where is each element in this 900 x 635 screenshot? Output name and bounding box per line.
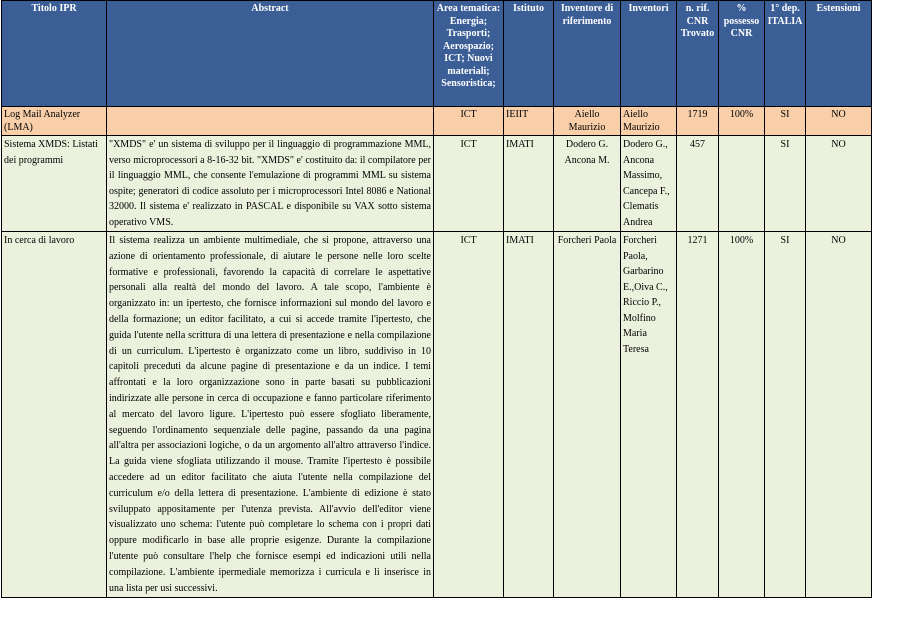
cell-estensioni[interactable]: NO [806,136,872,232]
cell-istituto[interactable]: IMATI [504,232,554,598]
cell-possesso[interactable]: 100% [719,107,765,136]
cell-abstract[interactable]: "XMDS" e' un sistema di sviluppo per il linguaggio di programmazione MML, verso microprocessori a 8-16-32 bit. "XMDS" e' costituito da: il compilatore per il linguaggio MML, che consente l'emulazione di programmi MML su sistema ospite; generatori di codice assoluto per i microprocessori Intel 8086 e National 32000. Il sistema e' realizzato in PASCAL e disponibile su VAX sotto sistema operativo VMS. [107,136,434,232]
header-istituto[interactable]: Istituto [504,1,554,107]
ipr-table [1,0,872,598]
header-titolo[interactable]: Titolo IPR [2,1,107,107]
cell-dep-italia[interactable]: SI [765,232,806,598]
header-inventore-riferimento[interactable]: Inventore di riferimento [554,1,621,107]
cell-inventore-rif[interactable]: Dodero G. Ancona M. [554,136,621,232]
header-dep-italia[interactable]: 1° dep. ITALIA [765,1,806,107]
cell-area[interactable]: ICT [434,107,504,136]
table-row [2,107,872,136]
header-area-tematica[interactable]: Area tematica: Energia; Trasporti; Aerospazio; ICT; Nuovi materiali; Sensoristica; [434,1,504,107]
header-inventori[interactable]: Inventori [621,1,677,107]
header-estensioni[interactable]: Estensioni [806,1,872,107]
cell-estensioni[interactable]: NO [806,232,872,598]
cell-istituto[interactable]: IEIIT [504,107,554,136]
cell-area[interactable]: ICT [434,136,504,232]
cell-inventori[interactable]: Dodero G., Ancona Massimo, Cancepa F., Clematis Andrea [621,136,677,232]
header-row [2,1,872,107]
cell-titolo[interactable]: Log Mail Analyzer (LMA) [2,107,107,136]
cell-inventore-rif[interactable]: Forcheri Paola [554,232,621,598]
cell-dep-italia[interactable]: SI [765,136,806,232]
cell-inventori[interactable]: Aiello Maurizio [621,107,677,136]
cell-n-rif[interactable]: 457 [677,136,719,232]
cell-inventore-rif[interactable]: Aiello Maurizio [554,107,621,136]
cell-n-rif[interactable]: 1271 [677,232,719,598]
cell-titolo[interactable]: Sistema XMDS: Listati dei programmi [2,136,107,232]
header-n-rif[interactable]: n. rif. CNR Trovato [677,1,719,107]
cell-abstract[interactable] [107,107,434,136]
cell-estensioni[interactable]: NO [806,107,872,136]
cell-abstract[interactable]: Il sistema realizza un ambiente multimediale, che si propone, attraverso una azione di orientamento professionale, di aiutare le persone nelle loro scelte formative e professionali, favorendo la capacità di correlare le aspettative personali alla realtà del mondo del lavoro. A tale scopo, l'ambiente è organizzato in: un ipertesto, che fornisce informazioni sul mondo del lavoro e della formazione; un editor facilitato, a cui si accede tramite l'ipertesto, che guida l'utente nella scrittura di una lettera di presentazione e nella compilazione di un curriculum. L'ipertesto è organizzato come un libro, suddiviso in 10 capitoli preceduti da alcune pagine di presentazione e da un indice. I temi affrontati e la loro organizzazione sono in parte basati su pubblicazioni indirizzate alle persone in cerca di occupazione e fanno particolare riferimento al mercato del lavoro ligure. L'ipertesto può essere sfogliato liberamente, seguendo l'ordinamento sequenziale delle pagine, passando da una pagina all'altra per associazioni logiche, o da un argomento all'altro attraverso l'indice. La guida viene sfogliata utilizzando il mouse. Tramite l'ipertesto è possibile accedere ad un editor facilitato che aiuta l'utente nella compilazione del curriculum e/o della lettera di presentazione. L'ambiente di edizione è stato sviluppato appositamente per l'utenza prevista. All'avvio dell'editor viene visualizzato uno schema: l'utente può completare lo schema con i propri dati oppure modificarlo in base alle proprie esigenze. Durante la compilazione l'utente può consultare l'help che fornisce esempi ed indicazioni utili nella compilazione. L'ambiente ipermediale memorizza i curricula e li inserisce in una lista per usi successivi. [107,232,434,598]
cell-area[interactable]: ICT [434,232,504,598]
cell-possesso[interactable]: 100% [719,232,765,598]
table-row [2,136,872,232]
cell-titolo[interactable]: In cerca di lavoro [2,232,107,598]
cell-inventori[interactable]: Forcheri Paola, Garbarino E.,Oiva C., Riccio P., Molfino Maria Teresa [621,232,677,598]
ipr-spreadsheet [1,0,872,598]
header-abstract[interactable]: Abstract [107,1,434,107]
cell-possesso[interactable] [719,136,765,232]
cell-istituto[interactable]: IMATI [504,136,554,232]
cell-n-rif[interactable]: 1719 [677,107,719,136]
header-possesso[interactable]: % possesso CNR [719,1,765,107]
cell-dep-italia[interactable]: SI [765,107,806,136]
table-row [2,232,872,598]
